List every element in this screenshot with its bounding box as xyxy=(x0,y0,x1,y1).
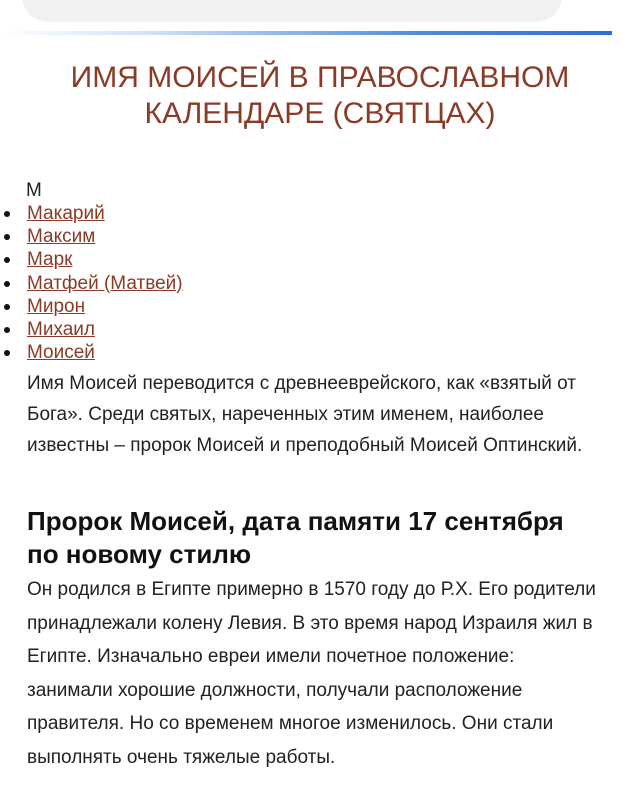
section-heading: Пророк Моисей, дата памяти 17 сентября по новому стилю xyxy=(27,506,564,569)
section-paragraph: Он родился в Египте примерно в 1570 году до Р.Х. Его родители принадлежали колену Левия. В это время народ Израиля жил в Египте. Изначально евреи имели почетное положение: занимали хорошие должности, получали расположение правителя. Но со временем многое изменилось. Они стали выполнять очень тяжелые работы. xyxy=(27,579,596,768)
names-index-letter: М xyxy=(26,180,42,201)
name-link[interactable]: Максим xyxy=(27,226,96,248)
bullet-icon xyxy=(4,234,10,240)
intro-paragraph: Имя Моисей переводится с древнееврейского, как «взятый от Бога». Среди святых, нареченных этим именем, наиболее известны – пророк Моисей и преподобный Моисей Оптинский. xyxy=(27,373,583,456)
name-link[interactable]: Мирон xyxy=(27,295,86,317)
page-title: ИМЯ МОИСЕЙ В ПРАВОСЛАВНОМ КАЛЕНДАРЕ (СВЯТЦАХ) xyxy=(70,61,570,130)
search-bar[interactable] xyxy=(22,0,562,22)
bullet-icon xyxy=(4,350,10,356)
name-link[interactable]: Моисей xyxy=(27,342,95,364)
bullet-icon xyxy=(4,327,10,333)
name-link[interactable]: Марк xyxy=(27,249,73,271)
header-accent-divider xyxy=(0,31,612,35)
bullet-icon xyxy=(4,304,10,310)
bullet-icon xyxy=(4,211,10,217)
name-link[interactable]: Михаил xyxy=(27,318,95,340)
name-link[interactable]: Матфей (Матвей) xyxy=(27,272,183,294)
name-link[interactable]: Макарий xyxy=(27,203,105,224)
bullet-icon xyxy=(4,281,10,287)
bullet-icon xyxy=(4,257,10,263)
